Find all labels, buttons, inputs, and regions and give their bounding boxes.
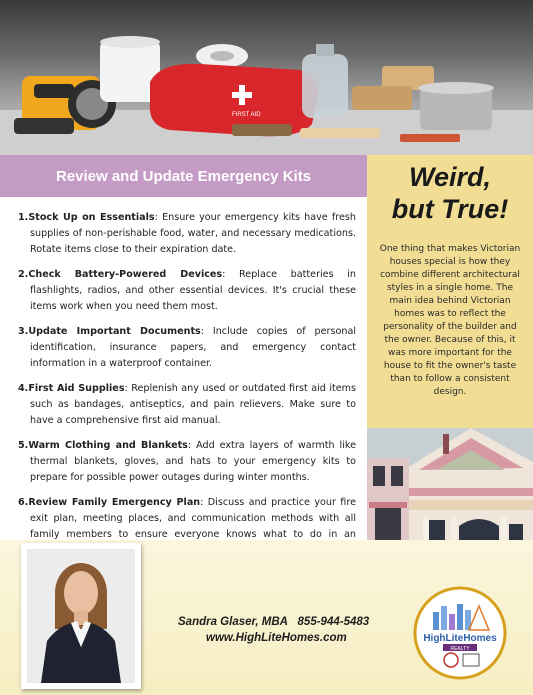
agent-portrait: [27, 549, 135, 683]
item-text: : Discuss and practice your fire exit plan, meeting places, and communication methods with all family members to ensure everyone knows what to do in an: [30, 497, 356, 540]
item-text: : Add extra layers of warmth like thermal blankets, gloves, and hats to your emergency kits to prepare for possible power outages during winter months.: [30, 440, 356, 483]
agent-name: Sandra Glaser, MBA: [178, 616, 288, 628]
list-item: 6.Review Family Emergency Plan: Discuss and practice your fire exit plan, meeting places, and communication methods with all family members to ensure everyone knows what to do in an: [18, 495, 356, 559]
sidebar-body: One thing that makes Victorian houses special is how they combine different architectural styles in a single home. The main idea behind Victorian homes was to reflect the personality of the builder and the owner. Because of this, it was more important for the house to fit the owner's taste than to follow a consistent design.: [379, 244, 521, 397]
item-heading: First Aid Supplies: [28, 383, 125, 394]
list-item: 2.Check Battery-Powered Devices: Replace batteries in flashlights, radios, and other essential devices. It's crucial these items work when you need them most.: [18, 269, 357, 312]
item-heading: Warm Clothing and Blankets: [28, 440, 188, 451]
item-heading: Update Important Documents: [28, 326, 201, 337]
item-text: : Ensure your emergency kits have fresh supplies of non-perishable food, water, and necessary medications. Rotate items close to their expiration date.: [30, 212, 356, 255]
item-text: : Include copies of personal identification, insurance papers, and emergency contact information in a waterproof container.: [30, 326, 356, 369]
list-item: 4.First Aid Supplies: Replenish any used or outdated first aid items such as bandages, antiseptics, and pain relievers. Make sure to have a comprehensive first aid manual.: [18, 383, 356, 426]
emergency-kit-checklist: [18, 210, 356, 568]
list-item: 3.Update Important Documents: Include copies of personal identification, insurance papers, and emergency contact information in a waterproof container.: [18, 326, 356, 369]
list-item: 1.Stock Up on Essentials: Ensure your emergency kits have fresh supplies of non-perishable food, water, and necessary medications. Rotate items close to their expiration date.: [18, 212, 356, 255]
logo-text: HighLiteHomes: [423, 633, 497, 644]
item-text: : Replenish any used or outdated first aid items such as bandages, antiseptics, and pain relievers. Make sure to have a comprehensive first aid manual.: [30, 383, 356, 426]
logo-small-text: REALTY: [450, 646, 470, 652]
item-heading: Check Battery-Powered Devices: [28, 269, 223, 280]
section-title: Review and Update Emergency Kits: [55, 167, 312, 185]
sidebar-title: Weird, but True!: [391, 162, 509, 224]
highlite-homes-logo: [413, 586, 507, 680]
contact-info: [178, 614, 378, 646]
item-heading: Stock Up on Essentials: [28, 212, 155, 223]
list-item: 5.Warm Clothing and Blankets: Add extra layers of warmth like thermal blankets, gloves, and hats to your emergency kits to prepare for possible power outages during winter months.: [18, 440, 356, 483]
section-header-band: [0, 155, 367, 197]
agent-photo-frame: [21, 543, 141, 689]
first-aid-label: FIRST AID: [232, 112, 261, 118]
agent-phone[interactable]: 855-944-5483: [297, 616, 370, 628]
website-link[interactable]: www.HighLiteHomes.com: [206, 632, 347, 644]
weird-but-true-sidebar: [367, 155, 533, 428]
item-heading: Review Family Emergency Plan: [28, 497, 201, 508]
hero-emergency-kit-photo: [0, 0, 533, 155]
item-text: : Replace batteries in flashlights, radios, and other essential devices. It's crucial these items work when you need them most.: [30, 269, 357, 312]
